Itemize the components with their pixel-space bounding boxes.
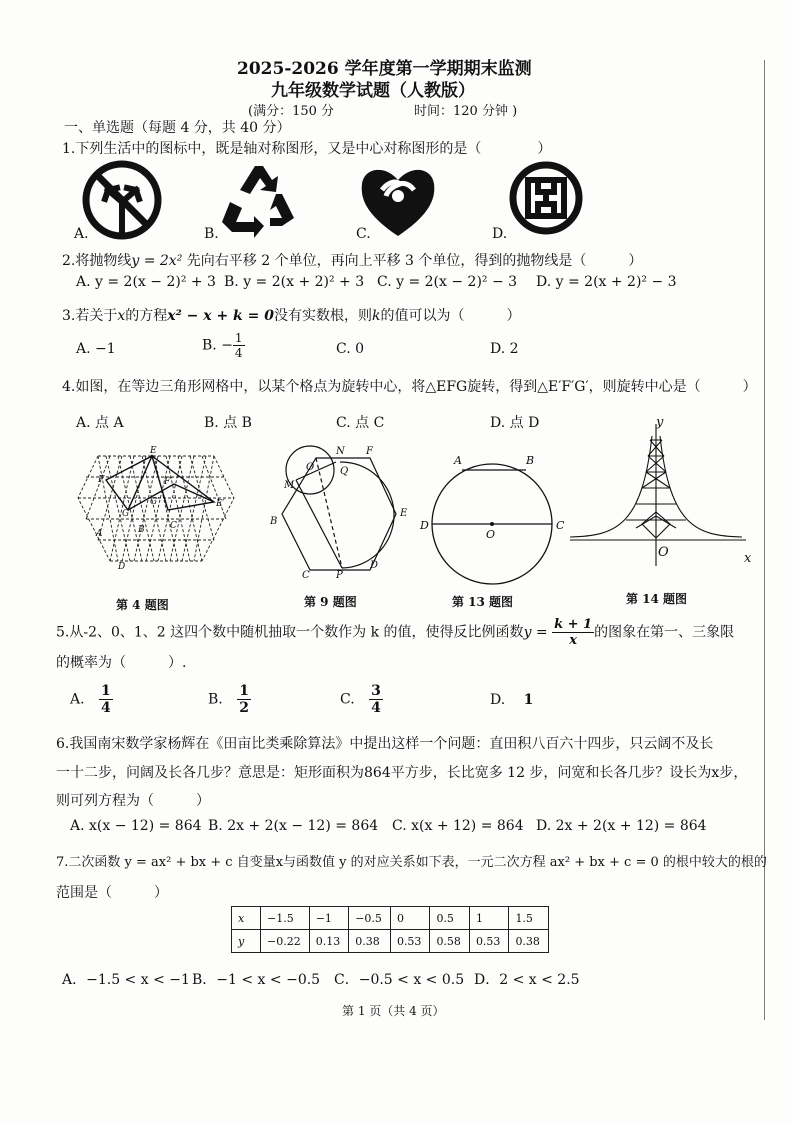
option-label: B.	[208, 691, 223, 708]
table-row-x	[232, 907, 549, 930]
fig4-label-a: A	[96, 529, 103, 539]
q5-text-c: 的概率为（ ）.	[56, 655, 187, 671]
fig13-label-o: O	[486, 528, 496, 541]
q1-text: 1.下列生活中的图标中，既是轴对称图形，又是中心对称图形的是（ ）	[62, 141, 552, 157]
full-score: (满分：150 分	[248, 104, 335, 119]
fig9-label-o: O	[306, 462, 315, 473]
table-cell: 0	[390, 907, 430, 930]
q2-option-b: B. y = 2(x + 2)² + 3	[224, 274, 365, 290]
q6-option-a: A. x(x − 12) = 864	[70, 818, 202, 834]
q5-option-d-value: 1	[523, 692, 534, 708]
table-cell: −1.5	[261, 907, 310, 930]
option-label: D.	[490, 692, 506, 708]
table-cell: −0.5	[349, 907, 391, 930]
fig9-hexagon-circle	[266, 444, 416, 584]
fraction-numerator: 1	[101, 683, 111, 699]
q7-option-d: D．2 < x < 2.5	[474, 972, 580, 988]
q4-option-c: C. 点 C	[336, 415, 385, 431]
table-cell: 0.58	[430, 930, 470, 953]
fig9-label-c: C	[302, 570, 310, 581]
fraction-denominator: 2	[239, 700, 249, 716]
q2-option-a: A. y = 2(x − 2)² + 3	[76, 274, 216, 290]
fraction-denominator: x	[569, 633, 577, 648]
q6-option-d: D. 2x + 2(x + 12) = 864	[536, 818, 707, 834]
fraction-denominator: 4	[234, 346, 243, 360]
paper-edge-line	[764, 60, 765, 1020]
table-cell: 0.13	[309, 930, 349, 953]
q1-option-d: D.	[492, 226, 508, 242]
q3-option-b-fraction	[233, 332, 245, 359]
q3-text-b: 的方程	[125, 308, 168, 324]
fig13-circle-chords	[418, 446, 570, 582]
q3-option-b	[202, 332, 245, 359]
q4-option-a: A. 点 A	[76, 415, 124, 431]
fig13-caption: 第 13 题图	[452, 595, 514, 609]
fig4-label-e-prime: E′	[216, 499, 225, 509]
q3-option-a: A. −1	[76, 341, 116, 357]
exam-title-line2: 九年级数学试题（人教版）	[271, 81, 475, 101]
q5-text-b: 的图象在第一、三象限	[594, 624, 735, 641]
q3-var-k: k	[371, 308, 381, 324]
q5-option-b	[208, 684, 251, 715]
q3-option-b-label: B. −	[202, 337, 233, 354]
q3-text-c: 没有实数根，则	[273, 308, 372, 324]
q5-option-c	[340, 684, 383, 715]
q3-option-d: D. 2	[490, 341, 519, 357]
q5-option-a	[70, 684, 113, 715]
fraction-denominator: 4	[101, 700, 111, 716]
q5-text-a: 5.从-2、0、1、2 这四个数中随机抽取一个数作为 k 的值，使得反比例函数	[56, 624, 524, 641]
q3-text-d: 的值可以为（ ）	[380, 308, 521, 324]
q5-option-c-fraction	[369, 684, 383, 715]
fig4-label-g-prime: G′	[150, 497, 160, 507]
q1-option-a: A.	[74, 226, 89, 242]
q7-option-c: C．−0.5 < x < 0.5	[334, 972, 465, 988]
fig4-triangle-grid	[74, 444, 244, 574]
fig9-label-n: N	[336, 446, 345, 457]
q5-option-a-fraction	[99, 684, 113, 715]
bank-logo-icon	[508, 160, 588, 240]
q5-option-d	[490, 692, 533, 708]
q4-option-b: B. 点 B	[204, 415, 252, 431]
fig4-label-g: G	[122, 509, 130, 519]
q2-option-d: D. y = 2(x + 2)² − 3	[536, 274, 677, 290]
q7-option-a: A．−1.5 < x < −1	[62, 972, 190, 988]
table-cell: −1	[309, 907, 349, 930]
q4-option-d: D. 点 D	[490, 415, 540, 431]
q3-text-a: 3.若关于	[62, 308, 118, 324]
q2-text-b: 先向右平移 2 个单位，再向上平移 3 个单位，得到的抛物线是（ ）	[186, 253, 643, 269]
no-turn-sign-icon	[82, 160, 172, 240]
fig9-label-f: F	[366, 446, 373, 457]
table-cell: 0.5	[430, 907, 470, 930]
q6-option-c: C. x(x + 12) = 864	[392, 818, 524, 834]
fraction-numerator: 3	[371, 683, 381, 699]
option-label: C.	[340, 691, 355, 708]
fig4-label-d: D	[118, 562, 126, 572]
fig4-label-e: E	[150, 446, 157, 456]
fig9-label-b: B	[270, 516, 278, 527]
option-label: A.	[70, 691, 85, 708]
q5-option-b-fraction	[237, 684, 251, 715]
q2-parabola-expr: y = 2x²	[131, 253, 187, 269]
q1-option-c: C.	[356, 226, 371, 242]
table-cell: −0.22	[261, 930, 310, 953]
fig9-label-e: E	[400, 508, 408, 519]
fig9-caption: 第 9 题图	[304, 595, 357, 609]
fig14-tower-hyperbola	[566, 416, 762, 576]
q7-value-table	[231, 906, 549, 953]
q7-line2: 范围是（ ）	[56, 885, 168, 901]
table-cell: 0.38	[349, 930, 391, 953]
exam-title-line1: 2025-2026 学年度第一学期期末监测	[237, 59, 532, 79]
exam-time: 时间：120 分钟 )	[414, 104, 518, 119]
q3-option-c: C. 0	[336, 341, 365, 357]
fraction-numerator: k + 1	[554, 617, 593, 632]
table-cell: 0.38	[509, 930, 549, 953]
page-footer: 第 1 页（共 4 页）	[342, 1004, 445, 1018]
fig14-label-y: y	[656, 415, 664, 430]
fig14-label-x: x	[744, 551, 752, 566]
q7-option-b: B．−1 < x < −0.5	[192, 972, 321, 988]
q5-text: 5.从-2、0、1、2 这四个数中随机抽取一个数作为 k 的值，使得反比例函数y = $\frac{k + 1}{x}$ 的图象在第一、三象限	[56, 617, 735, 648]
fig4-label-c: C	[170, 521, 177, 531]
table-cell: 1	[469, 907, 509, 930]
fig9-label-d: D	[370, 560, 379, 571]
fig9-label-p: P	[336, 570, 343, 581]
q4-text: 4.如图，在等边三角形网格中，以某个格点为旋转中心，将△EFG旋转，得到△E′F′G′，则旋转中心是（ ）	[62, 379, 757, 395]
section-heading: 一、单选题（每题 4 分，共 40 分）	[64, 120, 291, 136]
q6-line2: 一十二步，问阔及长各几步？意思是：矩形面积为864平方步，长比宽多 12 步，问宽和长各几步？设长为x步，	[56, 765, 748, 781]
q6-option-b: B. 2x + 2(x − 12) = 864	[208, 818, 379, 834]
q3-equation: x² − x + k = 0	[167, 308, 274, 324]
fraction-numerator: 1	[239, 683, 249, 699]
fig4-caption: 第 4 题图	[116, 598, 169, 612]
table-cell: 1.5	[509, 907, 549, 930]
q7-line1: 7.二次函数 y = ax² + bx + c 自变量x与函数值 y 的对应关系如下表，一元二次方程 ax² + bx + c = 0 的根中较大的根的	[56, 855, 767, 870]
q6-line1: 6.我国南宋数学家杨辉在《田亩比类乘除算法》中提出这样一个问题：直田积八百六十四步，只云阔不及长	[56, 736, 714, 752]
q2-option-c: C. y = 2(x − 2)² − 3	[377, 274, 518, 290]
q2-text	[62, 250, 642, 270]
fig14-caption: 第 14 题图	[626, 592, 688, 606]
fig14-label-o: O	[658, 545, 669, 560]
fraction-numerator: 1	[234, 331, 243, 345]
q1-option-b: B.	[204, 226, 219, 242]
table-cell: 0.53	[469, 930, 509, 953]
table-header-y: y	[232, 930, 261, 953]
fig4-label-f: F	[98, 475, 105, 485]
fig13-label-c: C	[556, 519, 565, 532]
q5-function-fraction	[552, 618, 594, 647]
fig13-label-a: A	[454, 454, 462, 467]
q2-text-a: 2.将抛物线	[62, 253, 132, 269]
fig13-label-b: B	[526, 454, 535, 467]
table-cell: 0.53	[390, 930, 430, 953]
fig4-label-b: B	[138, 525, 145, 535]
fraction-denominator: 4	[371, 700, 381, 716]
fig13-label-d: D	[420, 519, 429, 532]
table-header-x: x	[232, 907, 261, 930]
q3-text	[62, 305, 520, 325]
q6-line3: 则可列方程为（ ）	[56, 793, 210, 809]
table-row-y	[232, 930, 549, 953]
fig9-label-m: M	[284, 480, 295, 491]
fig9-label-q: Q	[340, 466, 349, 477]
q3-var-x: x	[117, 308, 126, 324]
fig4-label-f-prime: F′	[164, 477, 173, 487]
recycle-icon	[218, 160, 303, 240]
